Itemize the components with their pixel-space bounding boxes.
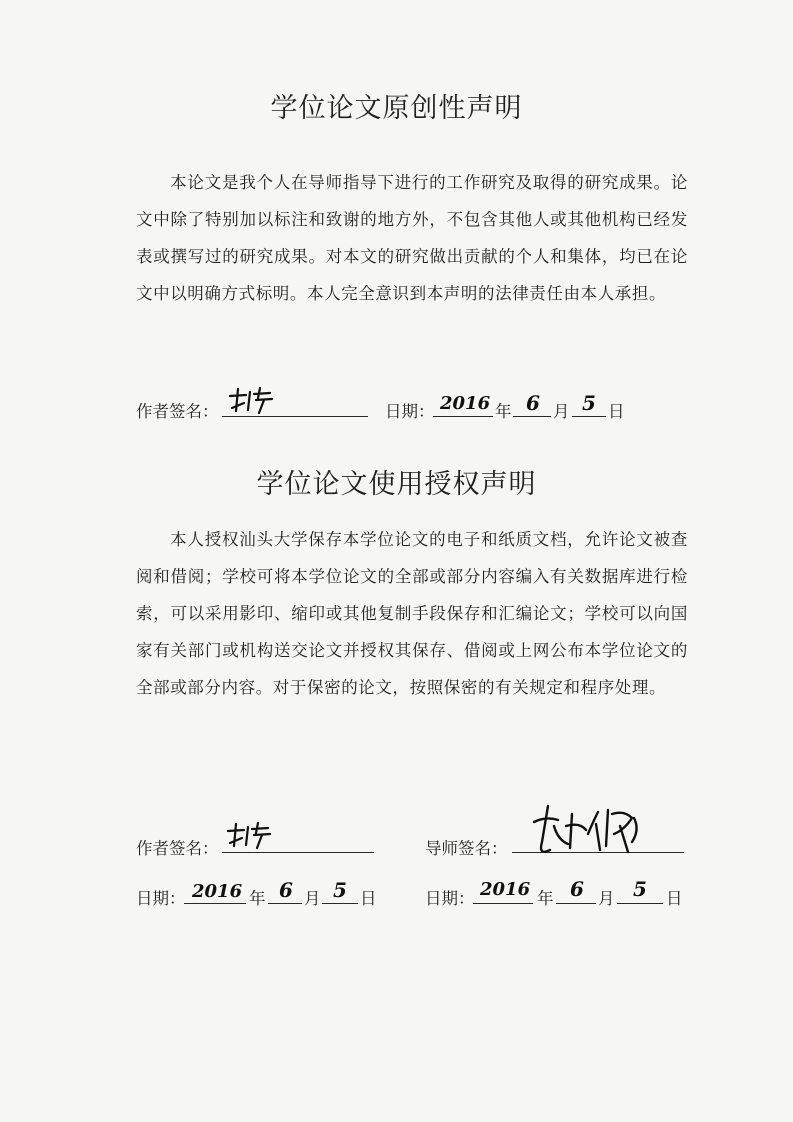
authorization-declaration-body [136, 521, 688, 706]
advisor-month-line [556, 902, 596, 904]
originality-declaration-title: 学位论文原创性声明 [270, 93, 523, 124]
author-year: 2016 [192, 881, 243, 902]
declaration-year: 2016 [440, 393, 491, 414]
advisor-year-unit: 年 [537, 889, 554, 908]
authorization-declaration-title: 学位论文使用授权声明 [256, 469, 537, 500]
author-month-unit: 月 [304, 889, 321, 908]
author-month-line [268, 902, 302, 904]
author-day-line [322, 902, 358, 904]
advisor-month: 6 [570, 877, 584, 901]
advisor-month-unit: 月 [598, 889, 615, 908]
author-signature-label-2: 作者签名： [136, 839, 219, 858]
declaration-month-unit: 月 [553, 402, 570, 421]
advisor-day-line [617, 902, 663, 904]
advisor-year: 2016 [480, 879, 531, 900]
advisor-day-unit: 日 [666, 889, 683, 908]
advisor-day: 5 [633, 877, 647, 901]
declaration-date-label: 日期： [385, 402, 435, 421]
author-signature-label: 作者签名： [136, 402, 219, 421]
author-month: 6 [279, 878, 293, 902]
author-year-line [184, 902, 246, 904]
declaration-day: 5 [582, 391, 596, 415]
advisor-signature-handwriting [528, 800, 658, 864]
declaration-year-unit: 年 [495, 402, 512, 421]
advisor-date-label: 日期： [425, 889, 475, 908]
author-day: 5 [333, 878, 347, 902]
advisor-year-line [473, 902, 533, 904]
declaration-year-line [433, 415, 493, 417]
author-signature-handwriting-2 [224, 820, 284, 852]
author-year-unit: 年 [249, 889, 266, 908]
originality-declaration-text: 本论文是我个人在导师指导下进行的工作研究及取得的研究成果。论文中除了特别加以标注和致谢的地方外，不包含其他人或其他机构已经发表或撰写过的研究成果。对本文的研究做出贡献的个人和集体，均已在论文中以明确方式标明。本人完全意识到本声明的法律责任由本人承担。 [136, 173, 688, 303]
author-signature-handwriting [226, 386, 286, 416]
declaration-month-line [513, 415, 551, 417]
author-day-unit: 日 [360, 889, 377, 908]
author-date-label: 日期： [136, 889, 186, 908]
declaration-day-unit: 日 [608, 402, 625, 421]
declaration-day-line [572, 415, 606, 417]
declaration-month: 6 [526, 391, 540, 415]
originality-declaration-body [136, 164, 688, 312]
advisor-signature-label: 导师签名： [425, 839, 508, 858]
authorization-declaration-text: 本人授权汕头大学保存本学位论文的电子和纸质文档，允许论文被查阅和借阅；学校可将本学位论文的全部或部分内容编入有关数据库进行检索，可以采用影印、缩印或其他复制手段保存和汇编论文；学校可以向国家有关部门或机构送交论文并授权其保存、借阅或上网公布本学位论文的全部或部分内容。对于保密的论文，按照保密的有关规定和程序处理。 [136, 530, 688, 697]
